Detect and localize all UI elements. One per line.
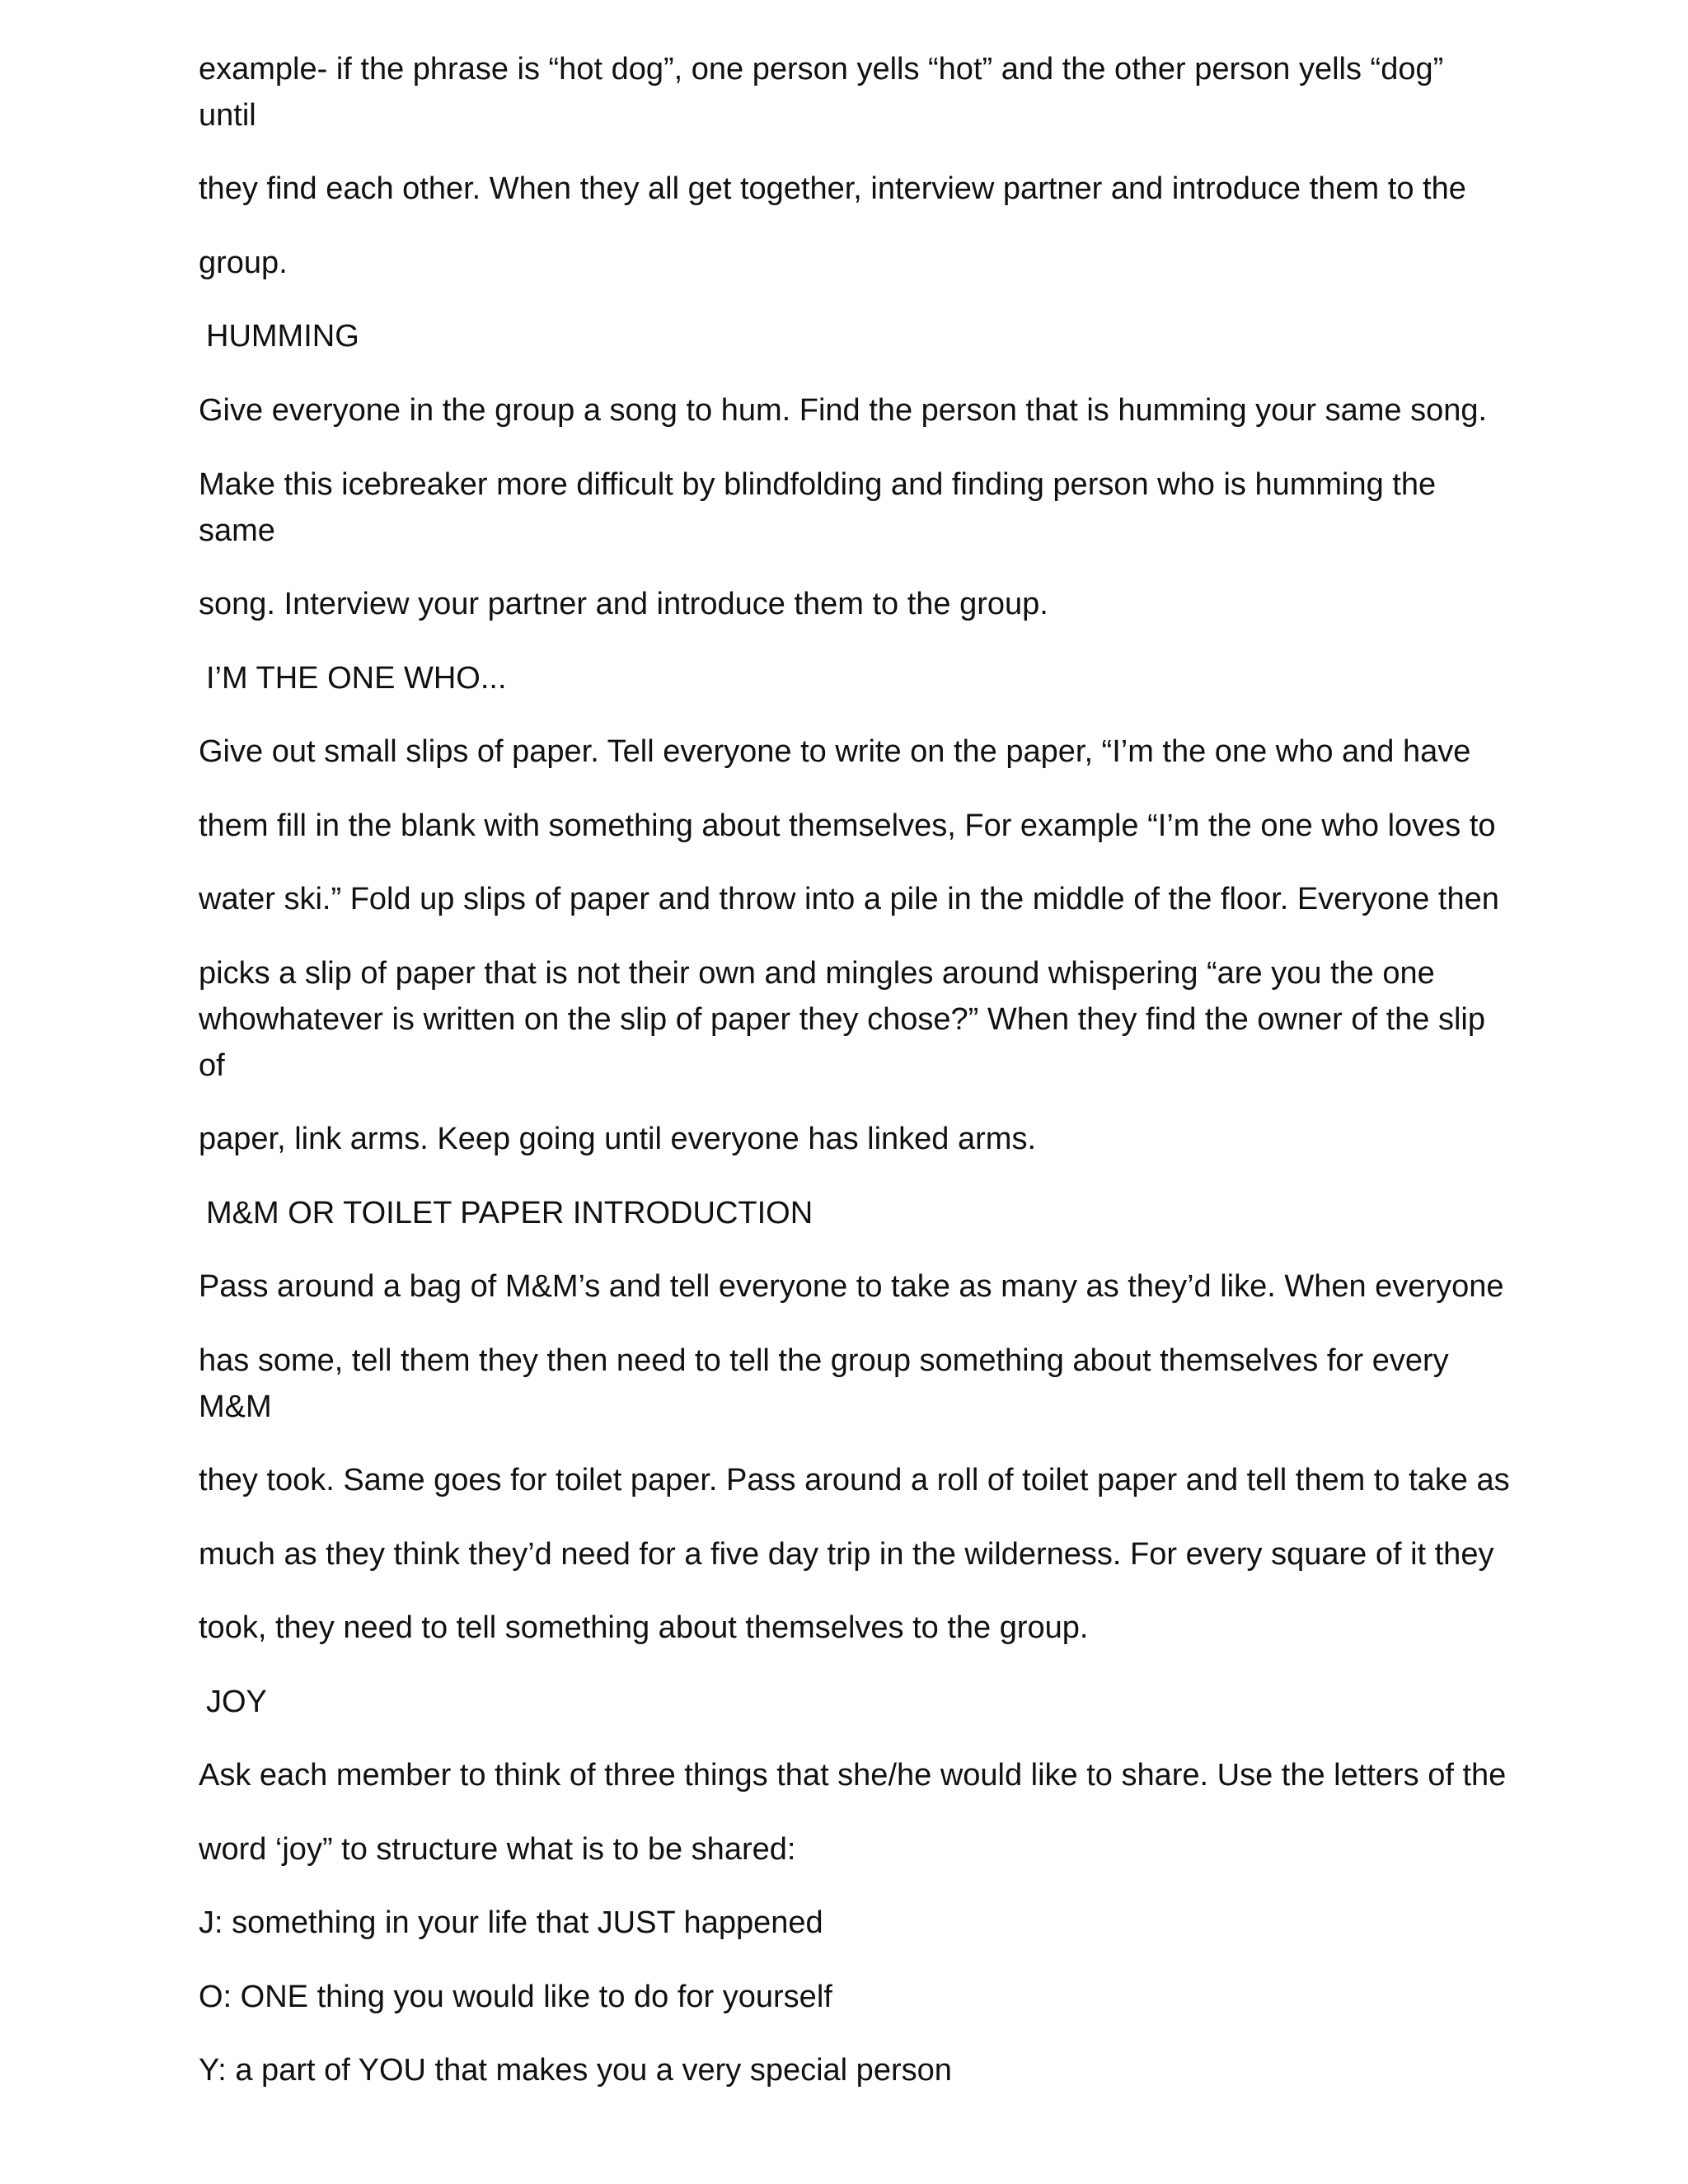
body-text-line: song. Interview your partner and introduce them to the group. (199, 587, 1048, 621)
body-text-line: word ‘joy” to structure what is to be shared: (199, 1832, 796, 1867)
body-text-line: group. (199, 246, 288, 280)
body-text-line: paper, link arms. Keep going until everyone has linked arms. (199, 1122, 1036, 1156)
body-text-line: Pass around a bag of M&M’s and tell everyone to take as many as they’d like. When everyone (199, 1269, 1504, 1304)
section-heading-joy: JOY (206, 1685, 267, 1719)
section-heading-im-the-one-who: I’M THE ONE WHO... (206, 661, 507, 696)
body-text-line: O: ONE thing you would like to do for yourself (199, 1980, 832, 2014)
body-text-line: Y: a part of YOU that makes you a very special person (199, 2053, 952, 2088)
section-heading-humming: HUMMING (206, 319, 359, 354)
body-text-line: took, they need to tell something about themselves to the group. (199, 1610, 1089, 1645)
body-text-line: has some, tell them they then need to tell the group something about themselves for every (199, 1343, 1449, 1378)
body-text-line: they took. Same goes for toilet paper. Pass around a roll of toilet paper and tell them to take as (199, 1463, 1510, 1497)
body-text-line: example- if the phrase is “hot dog”, one person yells “hot” and the other person yells “dog” (199, 52, 1444, 87)
body-text-line: they find each other. When they all get together, interview partner and introduce them to the (199, 171, 1466, 206)
body-text-line: until (199, 98, 256, 133)
body-text-line: them fill in the blank with something about themselves, For example “I’m the one who loves to (199, 808, 1496, 843)
body-text-line: J: something in your life that JUST happened (199, 1905, 823, 1940)
body-text-line: Make this icebreaker more difficult by blindfolding and finding person who is humming the (199, 467, 1437, 502)
body-text-line: picks a slip of paper that is not their own and mingles around whispering “are you the one (199, 956, 1435, 991)
body-text-line: of (199, 1048, 225, 1083)
section-heading-mm-toilet-paper: M&M OR TOILET PAPER INTRODUCTION (206, 1196, 814, 1230)
body-text-line: same (199, 513, 275, 548)
body-text-line: much as they think they’d need for a five day trip in the wilderness. For every square of it they (199, 1537, 1494, 1572)
body-text-line: whowhatever is written on the slip of paper they chose?” When they find the owner of the slip (199, 1002, 1485, 1037)
body-text-line: Give everyone in the group a song to hum. Find the person that is humming your same song. (199, 393, 1488, 428)
body-text-line: Ask each member to think of three things that she/he would like to share. Use the letters of the (199, 1758, 1507, 1793)
body-text-line: M&M (199, 1390, 272, 1424)
body-text-line: Give out small slips of paper. Tell everyone to write on the paper, “I’m the one who and have (199, 734, 1471, 769)
body-text-line: water ski.” Fold up slips of paper and throw into a pile in the middle of the floor. Everyone then (199, 882, 1499, 916)
